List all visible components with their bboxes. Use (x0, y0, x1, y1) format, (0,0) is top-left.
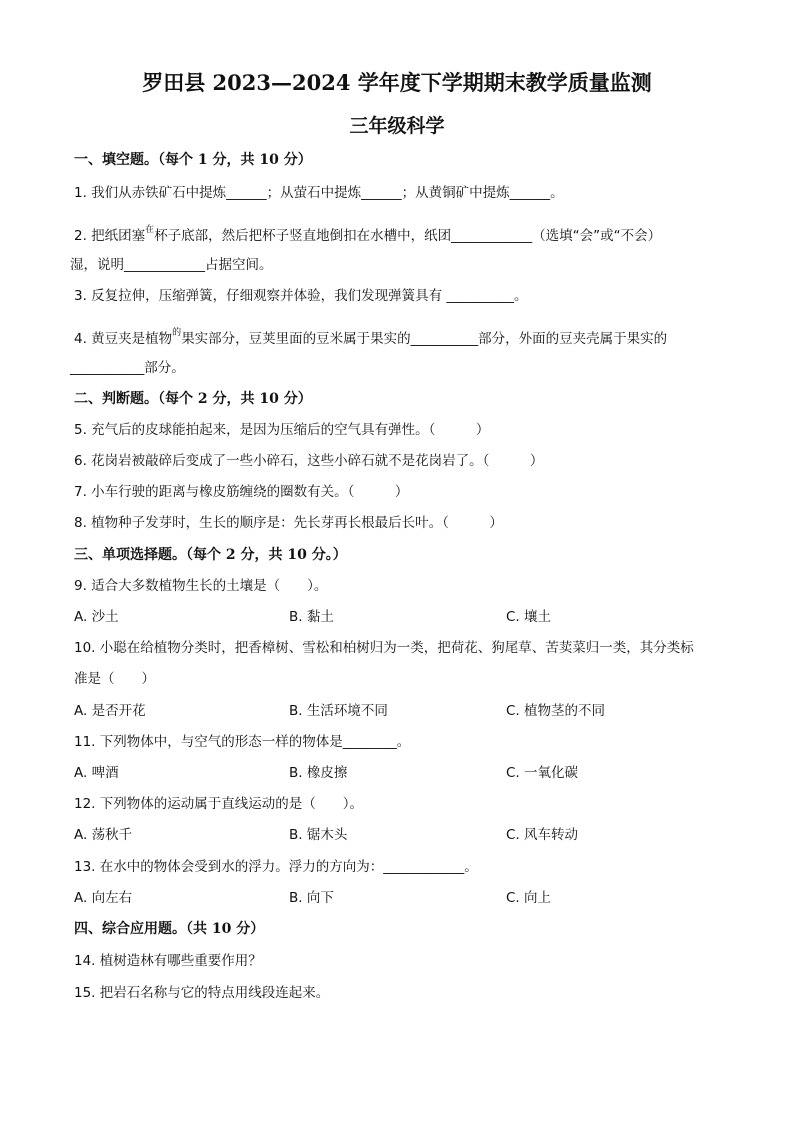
question-12-option-a: A. 荡秋千 (74, 827, 133, 843)
question-13-option-c: C. 向上 (506, 890, 552, 906)
page-title: 罗田县 2023—2024 学年度下学期期末教学质量监测 (142, 70, 652, 95)
question-13: 13. 在水中的物体会受到水的浮力。浮力的方向为：____________。 (74, 859, 478, 875)
section-heading-choice: 三、单项选择题。（每个 2 分，共 10 分。） (74, 547, 347, 563)
question-10: 10. 小聪在给植物分类时，把香樟树、雪松和柏树归为一类，把荷花、狗尾草、苦荬菜归一类，其分类标 (74, 640, 694, 656)
section-heading-judgement: 二、判断题。（每个 2 分，共 10 分） (74, 391, 312, 407)
question-9-option-a: A. 沙土 (74, 609, 119, 625)
question-15: 15. 把岩石名称与它的特点用线段连起来。 (74, 985, 330, 1001)
question-8: 8. 植物种子发芽时，生长的顺序是：先长芽再长根最后长叶。（ ） (74, 515, 503, 531)
question-10-cont: 准是（ ） (74, 671, 155, 687)
question-11-option-a: A. 啤酒 (74, 765, 119, 781)
question-9-option-c: C. 壤土 (506, 609, 552, 625)
question-2-part-b: 杯子底部，然后把杯子竖直地倒扣在水槽中，纸团____________（选填“会”或“不会） (154, 228, 662, 244)
question-12-option-c: C. 风车转动 (506, 827, 579, 843)
page-subtitle: 三年级科学 (349, 115, 445, 137)
question-14: 14. 植树造林有哪些重要作用？ (74, 953, 262, 969)
section-heading-fill-in: 一、填空题。（每个 1 分，共 10 分） (74, 152, 312, 168)
question-10-option-b: B. 生活环境不同 (289, 703, 388, 719)
question-12: 12. 下列物体的运动属于直线运动的是（ ）。 (74, 796, 364, 812)
question-2-part-a: 2. 把纸团塞 (74, 228, 146, 244)
question-1: 1. 我们从赤铁矿石中提炼______；从萤石中提炼______；从黄铜矿中提炼______。 (74, 185, 564, 201)
question-9: 9. 适合大多数植物生长的土壤是（ ）。 (74, 578, 328, 594)
question-2-insert: 在 (145, 225, 155, 235)
question-4 (74, 323, 667, 349)
question-3: 3. 反复拉伸，压缩弹簧，仔细观察并体验，我们发现弹簧具有 __________。 (74, 288, 528, 304)
question-10-option-a: A. 是否开花 (74, 703, 146, 719)
question-4-part-a: 4. 黄豆夹是植物 (74, 331, 173, 347)
question-6: 6. 花岗岩被敲碎后变成了一些小碎石，这些小碎石就不是花岗岩了。（ ） (74, 453, 544, 469)
question-2 (74, 220, 661, 246)
question-11: 11. 下列物体中，与空气的形态一样的物体是________。 (74, 734, 411, 750)
section-heading-application: 四、综合应用题。（共 10 分） (74, 921, 265, 937)
question-13-option-b: B. 向下 (289, 890, 334, 906)
question-13-option-a: A. 向左右 (74, 890, 133, 906)
question-12-option-b: B. 锯木头 (289, 827, 348, 843)
question-4-insert: 的 (172, 328, 182, 338)
question-5: 5. 充气后的皮球能拍起来，是因为压缩后的空气具有弹性。（ ） (74, 422, 490, 438)
question-7: 7. 小车行驶的距离与橡皮筋缠绕的圈数有关。（ ） (74, 484, 409, 500)
question-11-option-b: B. 橡皮擦 (289, 765, 348, 781)
question-11-option-c: C. 一氧化碳 (506, 765, 579, 781)
question-2-cont: 湿，说明____________占据空间。 (70, 257, 273, 273)
question-4-cont: ___________部分。 (70, 360, 185, 376)
question-4-part-b: 果实部分，豆荚里面的豆米属于果实的__________部分，外面的豆夹壳属于果实的 (181, 331, 668, 347)
question-10-option-c: C. 植物茎的不同 (506, 703, 606, 719)
question-9-option-b: B. 黏土 (289, 609, 334, 625)
